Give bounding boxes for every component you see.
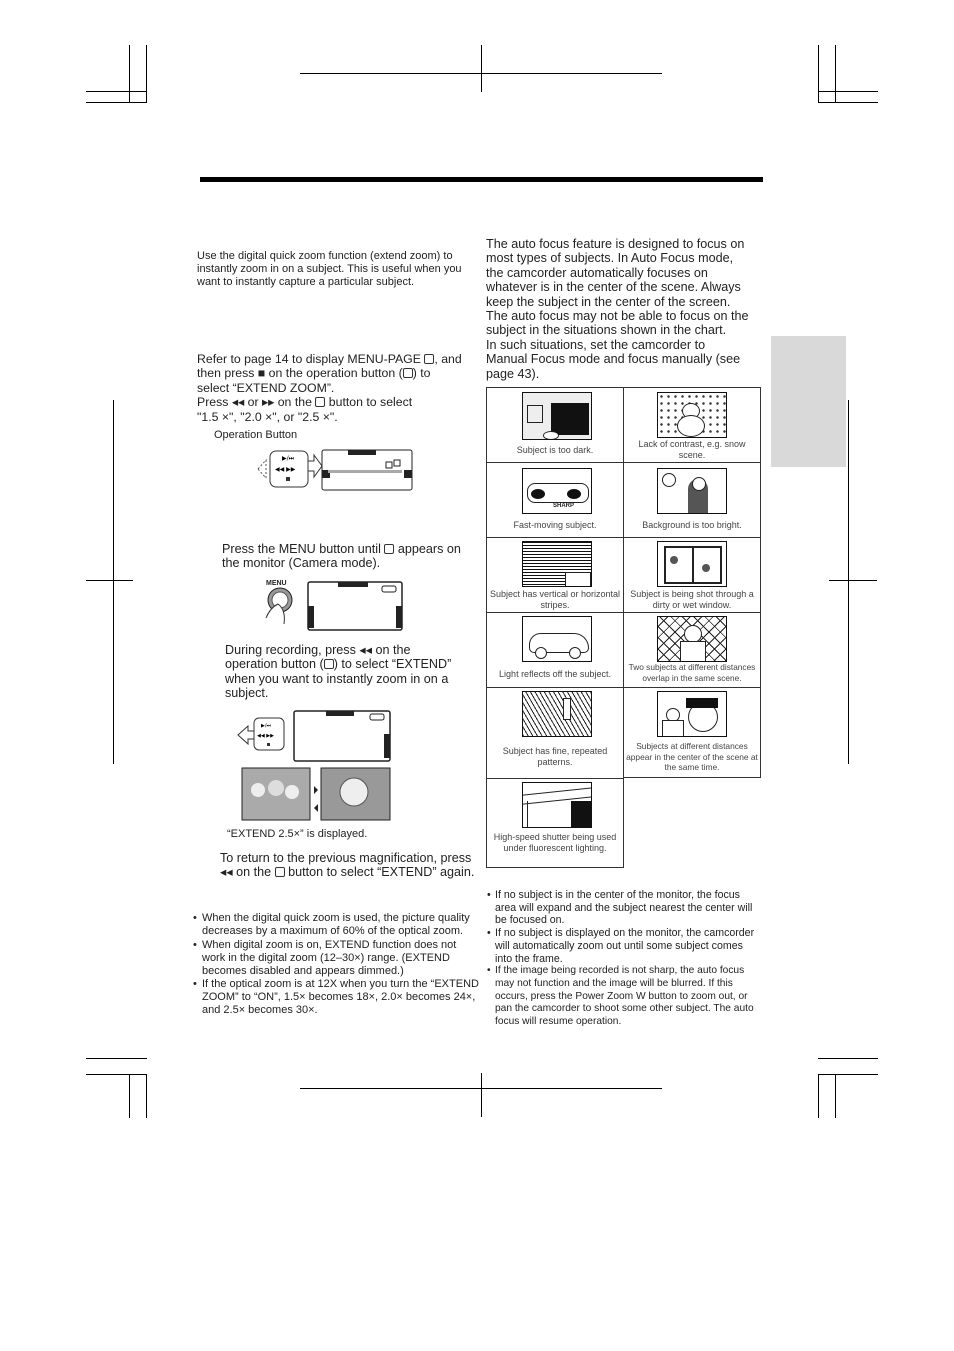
chart-cell [486, 537, 624, 613]
chart-caption: Subjects at different distances appear in the center of the scene at the same time. [626, 741, 758, 772]
auto-focus-chart [486, 387, 761, 868]
chart-cell [486, 778, 624, 868]
chart-caption: Subject is too dark. [516, 445, 594, 455]
svg-text:▶/⏭: ▶/⏭ [282, 455, 295, 462]
step-1: Press the MENU button until appears on the monitor (Camera mode). [222, 542, 461, 571]
snow-scene-picture [657, 392, 727, 438]
operation-button-icon [324, 659, 334, 669]
chart-caption: Subject has fine, repeated patterns. [502, 746, 608, 767]
operation-button-illustration [248, 446, 413, 492]
note-item: • If no subject is displayed on the monitor, the camcorder will automatically zoom out until some subject comes into the frame. [487, 927, 755, 965]
chart-cell [623, 462, 761, 538]
operation-button-icon [403, 368, 413, 378]
chart-caption: Two subjects at different distances overlap in the same scene. [628, 662, 756, 683]
chart-caption: Subject has vertical or horizontal stripes. [489, 589, 621, 610]
sharp-label: SHARP [553, 503, 575, 509]
note-item: • If the image being recorded is not sharp, the auto focus may not function and the image will be blurred. If this occurs, press the Power Zoom W button to zoom out, or pan the camcorder to shoot some other subject. The auto focus will resume operation. [487, 965, 754, 1028]
left-notes [193, 912, 481, 1017]
chart-cell [623, 387, 761, 463]
note-item: • When the digital quick zoom is used, the picture quality decreases by a maximum of 60% of the optical zoom. [193, 912, 470, 937]
different-distances-picture [657, 691, 727, 737]
header-rule [200, 177, 763, 182]
chart-caption: Light reflects off the subject. [499, 669, 611, 679]
chart-cell [623, 687, 761, 778]
extend-diagram [236, 710, 396, 820]
svg-text:▶/⏭: ▶/⏭ [261, 723, 272, 729]
chart-cell [486, 387, 624, 463]
return-instructions: To return to the previous magnification, press ◂◂ on the button to select “EXTEND” again. [220, 851, 475, 880]
dark-subject-picture [522, 392, 592, 440]
section-tab [771, 336, 846, 467]
svg-text:◀◀ ▶▶: ◀◀ ▶▶ [257, 733, 274, 739]
fast-moving-picture [522, 468, 592, 514]
menu-page-14-icon [384, 544, 394, 554]
chart-caption: Subject is being shot through a dirty or wet window. [630, 589, 754, 610]
operation-button-icon [275, 867, 285, 877]
extend-caption: “EXTEND 2.5×” is displayed. [227, 828, 368, 840]
bright-background-picture [657, 468, 727, 514]
chart-caption: Fast-moving subject. [513, 520, 597, 530]
overlapping-subjects-picture [657, 616, 727, 662]
menu-page-icon [424, 354, 434, 364]
menu-label: MENU [266, 580, 287, 587]
chart-cell [486, 612, 624, 688]
right-notes [487, 889, 762, 1029]
chart-caption: Background is too bright. [642, 520, 742, 530]
note-item: • If the optical zoom is at 12X when you turn the “EXTEND ZOOM” to “ON”, 1.5× becomes 18×, 2.0× becomes 24×, and 2.5× becomes 30×. [193, 978, 479, 1016]
operation-button-diagram [248, 446, 413, 492]
extend-zoom-intro: Use the digital quick zoom function (extend zoom) to instantly zoom in on a subject. This is useful when you want to instantly capture a particular subject. [197, 250, 462, 288]
step-2: During recording, press ◂◂ on the operation button ( ) to select “EXTEND” when you want to instantly zoom in on a subject. [225, 643, 452, 701]
operation-button-icon [315, 397, 325, 407]
extend-zoom-illustration [236, 710, 396, 822]
chart-caption: High-speed shutter being used under fluorescent lighting. [493, 832, 617, 853]
note-item: • When digital zoom is on, EXTEND function does not work in the digital zoom (12–30×) range. (EXTEND becomes disabled and appears dimmed.) [193, 938, 457, 977]
dirty-window-picture [657, 541, 727, 587]
chart-cell [486, 687, 624, 779]
chart-cell [486, 462, 624, 538]
chart-cell [623, 537, 761, 613]
stripes-picture [522, 541, 592, 587]
setup-instructions: Refer to page 14 to display MENU-PAGE , and then press ■ on the operation button ( ) to select “EXTEND ZOOM”. Press ◂◂ or ▸▸ on the button to select "1.5 ×", "2.0 ×", or "2.5 ×". [197, 352, 462, 424]
svg-text:◀◀ ▶▶: ◀◀ ▶▶ [275, 466, 296, 473]
auto-focus-intro: The auto focus feature is designed to focus on most types of subjects. In Auto Focus mode, the camcorder automatically focuses on whatever is in the center of the scene. Always keep the subject in the center of the screen. The auto focus may not be able to focus on the subject in the situations shown in the chart. In such situations, set the camcorder to Manual Focus mode and focus manually (see page 43). [486, 237, 749, 381]
chart-caption: Lack of contrast, e.g. snow scene. [638, 439, 746, 460]
fluorescent-picture [522, 782, 592, 828]
operation-button-label: Operation Button [214, 429, 298, 441]
fine-pattern-picture [522, 691, 592, 737]
reflection-picture [522, 616, 592, 662]
note-item: • If no subject is in the center of the monitor, the focus area will expand and the subject nearest the center will be focused on. [487, 889, 753, 927]
chart-cell [623, 612, 761, 688]
